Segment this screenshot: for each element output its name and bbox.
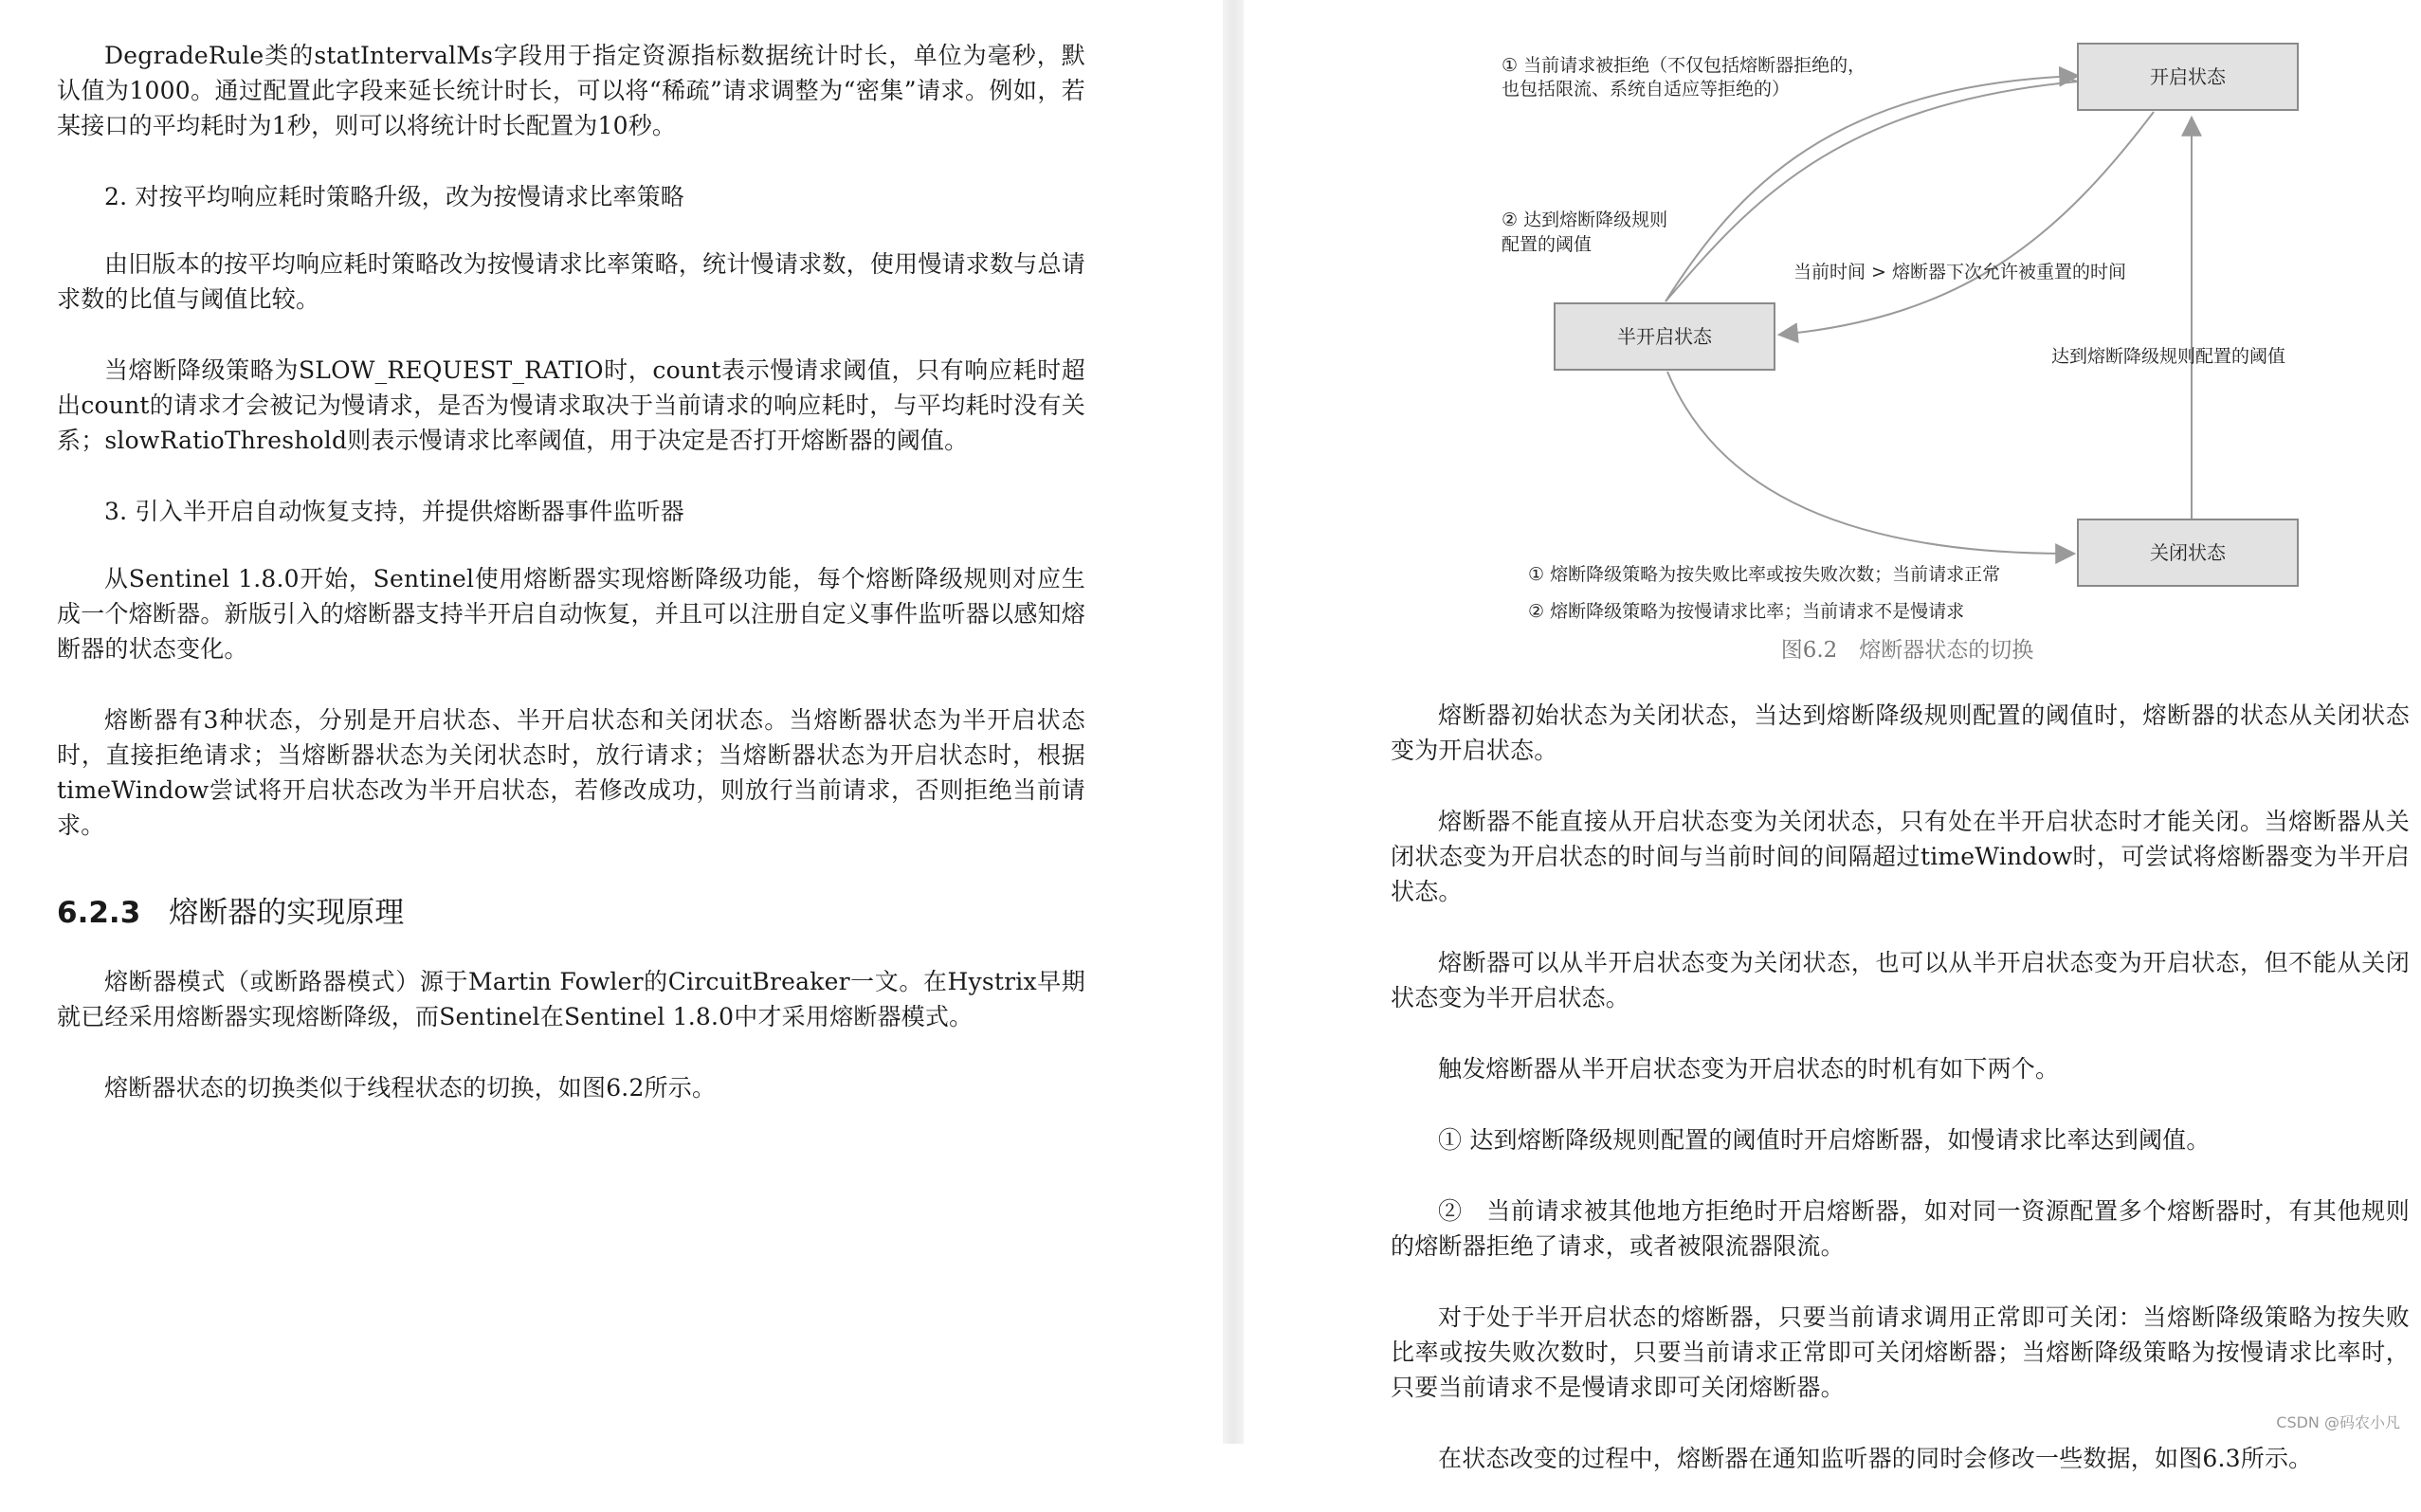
section-title: 熔断器的实现原理 — [169, 896, 405, 930]
subheading: 2. 对按平均响应耗时策略升级，改为按慢请求比率策略 — [104, 183, 685, 210]
label-threshold-line1: ② 达到熔断降级规则 — [1502, 209, 1668, 230]
node-open-label: 开启状态 — [2150, 65, 2226, 88]
label-reject-line1: ① 当前请求被拒绝（不仅包括熔断器拒绝的， — [1502, 55, 1866, 76]
paragraph: 熔断器可以从半开启状态变为关闭状态，也可以从半开启状态变为开启状态，但不能从关闭状态变为半开启状态。 — [1391, 949, 2410, 1011]
label-threshold-line2: 配置的阈值 — [1502, 234, 1593, 255]
paragraph: DegradeRule类的statIntervalMs字段用于指定资源指标数据统计时长，单位为毫秒，默认值为1000。通过配置此字段来延长统计时长，可以将“稀疏”请求调整为“密集”请求。例如，若某接口的平均耗时为1秒，则可以将统计时长配置为10秒。 — [57, 42, 1085, 139]
paragraph: 当熔断降级策略为SLOW_REQUEST_RATIO时，count表示慢请求阈值，只有响应耗时超出count的请求才会被记为慢请求，是否为慢请求取决于当前请求的响应耗时，与平均耗时没有关系；slowRatioThreshold则表示慢请求比率阈值，用于决定是否打开熔断器的阈值。 — [57, 356, 1085, 454]
page-gutter — [1223, 0, 1244, 1444]
paragraph: 熔断器不能直接从开启状态变为关闭状态，只有处在半开启状态时才能关闭。当熔断器从关闭状态变为开启状态的时间与当前时间的间隔超过timeWindow时，可尝试将熔断器变为半开启状态。 — [1391, 808, 2410, 905]
node-half-open-label: 半开启状态 — [1617, 325, 1712, 348]
edge-open-to-half — [1779, 112, 2154, 335]
label-half-to-closed-2: ② 熔断降级策略为按慢请求比率；当前请求不是慢请求 — [1528, 601, 1965, 622]
section-heading — [57, 894, 1085, 932]
label-time: 当前时间 > 熔断器下次允许被重置的时间 — [1793, 262, 2127, 282]
paragraph: 在状态改变的过程中，熔断器在通知监听器的同时会修改一些数据，如图6.3所示。 — [1438, 1445, 2313, 1472]
watermark: CSDN @码农小凡 — [2276, 1413, 2400, 1431]
edge-half-to-closed — [1667, 372, 2074, 554]
paragraph: 熔断器状态的切换类似于线程状态的切换，如图6.2所示。 — [104, 1074, 717, 1102]
node-closed-state — [2078, 519, 2298, 586]
paragraph: 从Sentinel 1.8.0开始，Sentinel使用熔断器实现熔断降级功能，每个熔断降级规则对应生成一个熔断器。新版引入的熔断器支持半开启自动恢复，并且可以注册自定义事件监听器以感知熔断器的状态变化。 — [57, 565, 1085, 663]
paragraph: 熔断器初始状态为关闭状态，当达到熔断降级规则配置的阈值时，熔断器的状态从关闭状态变为开启状态。 — [1391, 701, 2410, 764]
state-diagram-figure — [1244, 0, 2421, 683]
label-reject-line2: 也包括限流、系统自适应等拒绝的） — [1502, 79, 1791, 100]
label-closed-to-open: 达到熔断降级规则配置的阈值 — [2051, 346, 2286, 367]
figure-caption: 图6.2 熔断器状态的切换 — [1780, 638, 2034, 663]
left-page — [0, 0, 1223, 1444]
left-text-column — [57, 38, 1085, 1141]
paragraph: 熔断器模式（或断路器模式）源于Martin Fowler的CircuitBreaker一文。在Hystrix早期就已经采用熔断器实现熔断降级，而Sentinel在Sentinel 1.8.0中才采用熔断器模式。 — [57, 968, 1085, 1030]
node-open-state — [2078, 44, 2298, 110]
paragraph: 对于处于半开启状态的熔断器，只要当前请求调用正常即可关闭：当熔断降级策略为按失败比率或按失败次数时，只要当前请求正常即可关闭熔断器；当熔断降级策略为按慢请求比率时，只要当前请求不是慢请求即可关闭熔断器。 — [1391, 1303, 2410, 1401]
section-number: 6.2.3 — [57, 896, 141, 930]
node-half-open-state — [1555, 303, 1775, 370]
paragraph: ① 达到熔断降级规则配置的阈值时开启熔断器，如慢请求比率达到阈值。 — [1438, 1126, 2211, 1154]
paragraph: ② 当前请求被其他地方拒绝时开启熔断器，如对同一资源配置多个熔断器时，有其他规则的熔断器拒绝了请求，或者被限流器限流。 — [1391, 1197, 2410, 1260]
right-text-column — [1391, 698, 2410, 1512]
paragraph: 触发熔断器从半开启状态变为开启状态的时机有如下两个。 — [1438, 1055, 2060, 1083]
subheading: 3. 引入半开启自动恢复支持，并提供熔断器事件监听器 — [104, 498, 685, 525]
paragraph: 由旧版本的按平均响应耗时策略改为按慢请求比率策略，统计慢请求数，使用慢请求数与总请求数的比值与阈值比较。 — [57, 250, 1085, 313]
node-closed-label: 关闭状态 — [2150, 541, 2226, 564]
paragraph: 熔断器有3种状态，分别是开启状态、半开启状态和关闭状态。当熔断器状态为半开启状态时，直接拒绝请求；当熔断器状态为关闭状态时，放行请求；当熔断器状态为开启状态时，根据timeWindow尝试将开启状态改为半开启状态，若修改成功，则放行当前请求，否则拒绝当前请求。 — [57, 706, 1085, 839]
label-half-to-closed-1: ① 熔断降级策略为按失败比率或按失败次数；当前请求正常 — [1528, 564, 2001, 585]
